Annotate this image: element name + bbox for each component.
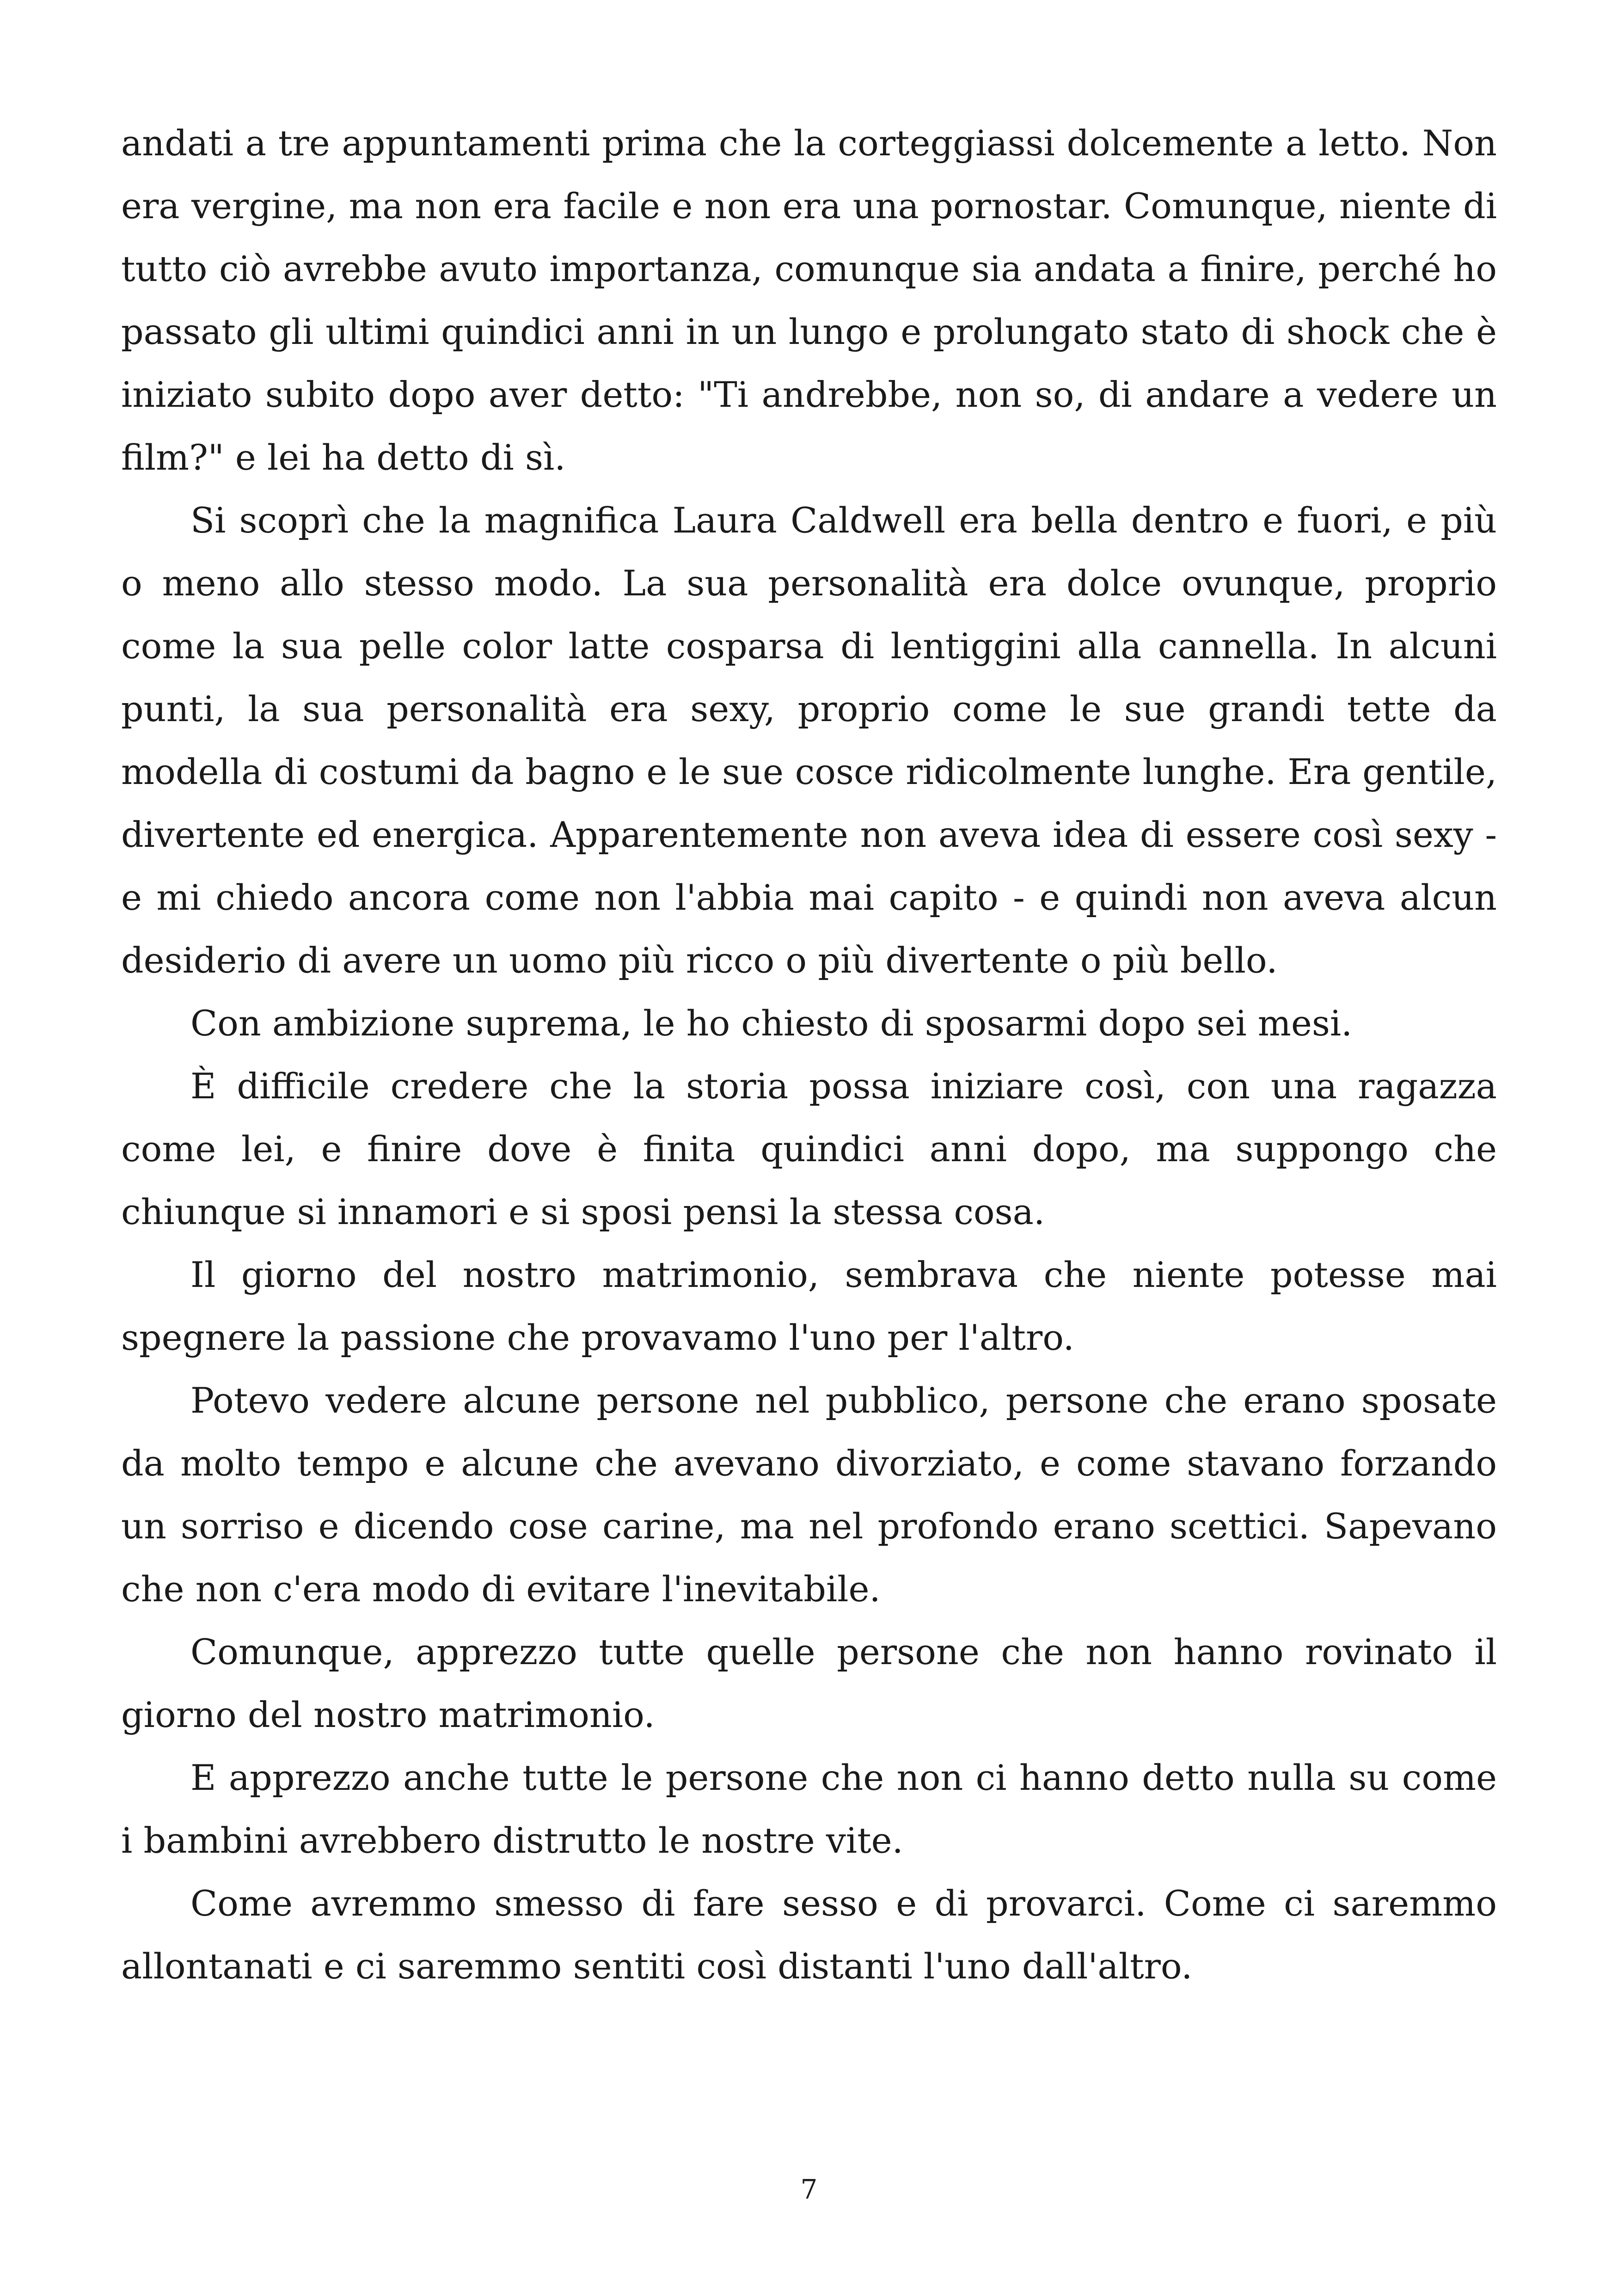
page-number: 7 — [800, 2174, 818, 2205]
paragraph-3: Con ambizione suprema, le ho chiesto di sposarmi dopo sei mesi. — [190, 1003, 1353, 1044]
paragraph-8: E apprezzo anche tutte le persone che non ci hanno detto nulla su come i bambini avrebbero distrutto le nostre vite. — [121, 1757, 1497, 1861]
paragraph-5: Il giorno del nostro matrimonio, sembrava che niente potesse mai spegnere la passione che provavamo l'uno per l'altro. — [121, 1254, 1497, 1358]
paragraph-4: È difficile credere che la storia possa iniziare così, con una ragazza come lei, e finire dove è finita quindici anni dopo, ma suppongo che chiunque si innamori e si sposi pensi la stessa cosa. — [121, 1065, 1497, 1232]
paragraph-6: Potevo vedere alcune persone nel pubblico, persone che erano sposate da molto tempo e alcune che avevano divorziato, e come stavano forzando un sorriso e dicendo cose carine, ma nel profondo erano scettici. Sapevano che non c'era modo di evitare l'inevitabile. — [121, 1380, 1497, 1610]
paragraph-7: Comunque, apprezzo tutte quelle persone che non hanno rovinato il giorno del nostro matrimonio. — [121, 1631, 1497, 1735]
paragraph-2: Si scoprì che la magnifica Laura Caldwell era bella dentro e fuori, e più o meno allo stesso modo. La sua personalità era dolce ovunque, proprio come la sua pelle color latte cosparsa di lentiggini alla cannella. In alcuni punti, la sua personalità era sexy, proprio come le sue grandi tette da modella di costumi da bagno e le sue cosce ridicolmente lunghe. Era gentile, divertente ed energica. Apparentemente non aveva idea di essere così sexy - e mi chiedo ancora come non l'abbia mai capito - e quindi non aveva alcun desiderio di avere un uomo più ricco o più divertente o più bello. — [121, 500, 1497, 981]
body-text — [121, 112, 1497, 1998]
paragraph-9: Come avremmo smesso di fare sesso e di provarci. Come ci saremmo allontanati e ci saremmo sentiti così distanti l'uno dall'altro. — [121, 1883, 1497, 1987]
paragraph-1: andati a tre appuntamenti prima che la corteggiassi dolcemente a letto. Non era vergine, ma non era facile e non era una pornostar. Comunque, niente di tutto ciò avrebbe avuto importanza, comunque sia andata a finire, perché ho passato gli ultimi quindici anni in un lungo e prolungato stato di shock che è iniziato subito dopo aver detto: "Ti andrebbe, non so, di andare a vedere un film?" e lei ha detto di sì. — [121, 122, 1497, 478]
